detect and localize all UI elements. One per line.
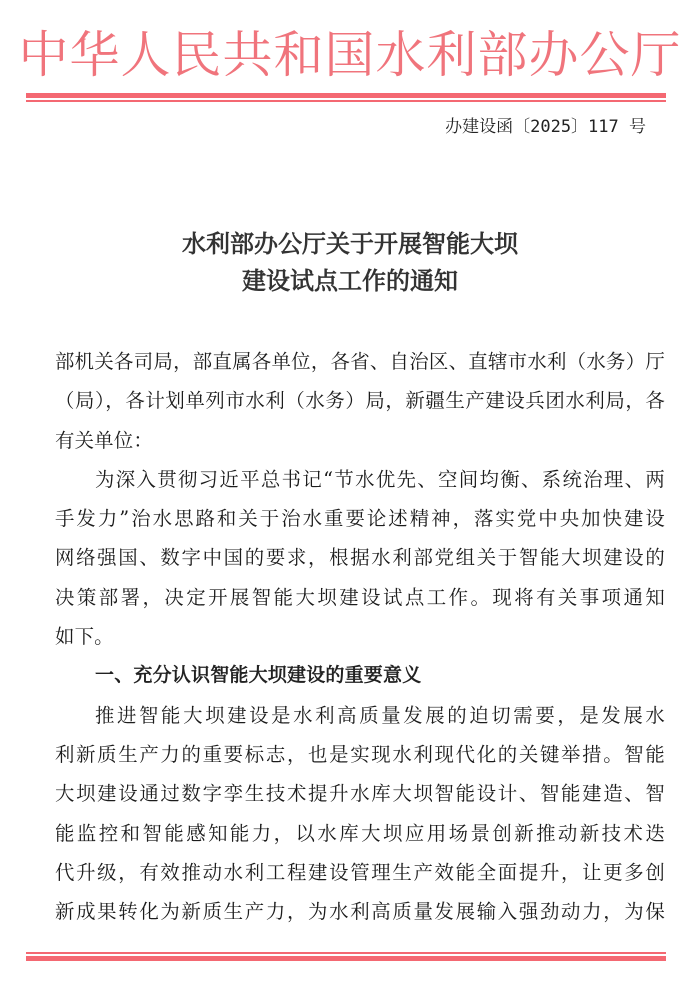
document-body bbox=[55, 342, 665, 931]
document-number: 办建设函〔2025〕117 号 bbox=[445, 117, 646, 137]
addressee-line: （局），各计划单列市水利（水务）局，新疆生产建设兵团水利局，各 bbox=[55, 389, 665, 413]
paragraph-line: 能监控和智能感知能力，以水库大坝应用场景创新推动新技术迭 bbox=[55, 821, 665, 845]
paragraph-line: 代升级，有效推动水利工程建设管理生产效能全面提升，让更多创 bbox=[55, 860, 665, 884]
addressee-block bbox=[55, 342, 665, 460]
paragraph-line: 为深入贯彻习近平总书记“节水优先、空间均衡、系统治理、两 bbox=[95, 467, 665, 491]
masthead-red-rule bbox=[26, 93, 666, 102]
paragraph-line: 新成果转化为新质生产力，为水利高质量发展输入强劲动力，为保 bbox=[55, 900, 665, 924]
document-title-line-1: 水利部办公厅关于开展智能大坝 bbox=[182, 230, 518, 258]
paragraph-line: 如下。 bbox=[55, 625, 114, 649]
addressee-line: 有关单位： bbox=[55, 428, 153, 452]
paragraph-line: 大坝建设通过数字孪生技术提升水库大坝智能设计、智能建造、智 bbox=[55, 782, 665, 806]
paragraph-line: 利新质生产力的重要标志，也是实现水利现代化的关键举措。智能 bbox=[55, 742, 665, 766]
footer-red-rule bbox=[26, 952, 666, 961]
intro-paragraph bbox=[55, 460, 665, 656]
section-1-heading: 一、充分认识智能大坝建设的重要意义 bbox=[95, 664, 422, 687]
paragraph-line: 网络强国、数字中国的要求，根据水利部党组关于智能大坝建设的 bbox=[55, 546, 665, 570]
addressee-line: 部机关各司局，部直属各单位，各省、自治区、直辖市水利（水务）厅 bbox=[55, 350, 665, 373]
paragraph-line: 推进智能大坝建设是水利高质量发展的迫切需要，是发展水 bbox=[95, 703, 665, 727]
rule-thin-line bbox=[26, 100, 666, 102]
document-title-line-2: 建设试点工作的通知 bbox=[242, 267, 458, 295]
rule-thick-line bbox=[26, 956, 666, 961]
masthead-org-name: 中华人民共和国水利部办公厅 bbox=[18, 26, 682, 84]
paragraph-line: 决策部署，决定开展智能大坝建设试点工作。现将有关事项通知 bbox=[55, 585, 665, 609]
paragraph-line: 手发力”治水思路和关于治水重要论述精神，落实党中央加快建设 bbox=[55, 507, 665, 531]
section-1-paragraph bbox=[55, 696, 665, 932]
